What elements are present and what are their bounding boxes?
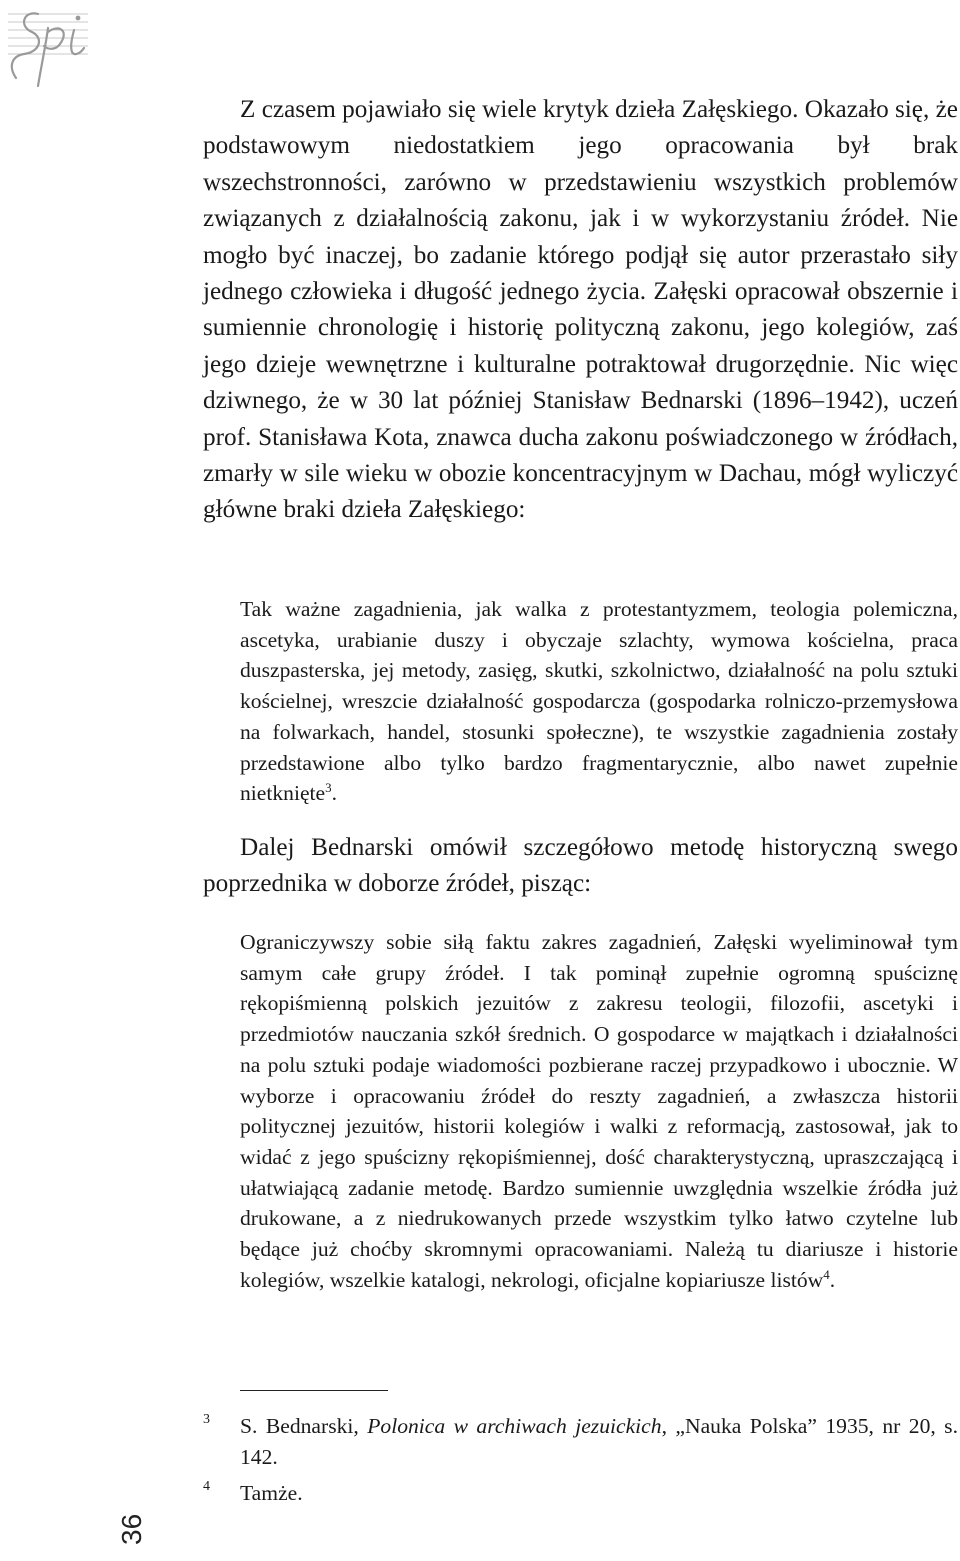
footnote-number: 4 <box>203 1479 210 1494</box>
block-quote-1-text: Tak ważne zagadnienia, jak walka z protestantyzmem, teologia polemiczna, ascetyka, urabianie duszy i obyczaje szlachty, wymowa kościelna, praca duszpasterska, jej metody, zasięg, skutki, szkolnictwo, działalność na polu sztuki kościelnej, wreszcie działalność gospodarcza (gospodarka rolniczo-przemysłowa na folwarkach, handel, stosunki społeczne), te wszystkie zagadnienia zostały przedstawione albo tylko bardzo fragmentarycznie, albo nawet zupełnie nietknięte <box>240 597 958 806</box>
footnote-3 <box>203 1411 958 1472</box>
spi-monogram-icon <box>2 0 94 92</box>
footnote-ref-3[interactable]: 3 <box>325 780 332 796</box>
spi-logo <box>2 0 94 92</box>
footnote-rest: , „Nauka Polska” 1935, nr 20, s. 142. <box>240 1414 958 1469</box>
block-quote-1-end: . <box>331 781 338 806</box>
footnote-author: S. Bednarski, <box>240 1414 368 1438</box>
footnote-divider <box>240 1390 388 1391</box>
block-quote-2 <box>240 927 958 1295</box>
body-paragraph-2: Dalej Bednarski omówił szczegółowo metodę historyczną swego poprzednika w doborze źródeł, pisząc: <box>203 834 958 898</box>
footnote-text <box>240 1411 958 1472</box>
block-quote-2-end: . <box>829 1267 836 1292</box>
footnote-title: Polonica w archiwach jezuickich <box>367 1414 662 1438</box>
block-quote-2-text: Ograniczywszy sobie siłą faktu zakres zagadnień, Załęski wyeliminował tym samym całe grupy źródeł. I tak pominął zupełnie ogromną spuściznę rękopiśmienną polskich jezuitów z zakresu teologii, filozofii, ascetyki i przedmiotów nauczania szkół średnich. O gospodarce w majątkach i działalności na polu sztuki podaje wiadomości pozbierane raczej przypadkowo i ubocznie. W wyborze i opracowaniu źródeł do reszty zagadnień, a zwłaszcza historii politycznej jezuitów, historii kolegiów i walki z reformacją, zastosował, jak to widać z jego spuścizny rękopiśmiennej, dość charakterystyczną, upraszczającą i ułatwiającą zadanie metodę. Bardzo sumiennie uwzględnia wszelkie źródła już drukowane, a z niedrukowanych przede wszystkim tylko łatwo czytelne lub będące już choćby skromnymi opracowaniami. Należą tu diariusze i historie kolegiów, wszelkie katalogi, nekrologi, oficjalne kopiariusze listów <box>240 930 958 1292</box>
block-quote-1 <box>240 594 958 809</box>
page-number: 36 <box>116 1513 147 1545</box>
footnote-4 <box>203 1478 958 1509</box>
footnote-ref-4[interactable]: 4 <box>823 1266 830 1282</box>
footnote-text: Tamże. <box>240 1481 303 1505</box>
body-paragraph-1: Z czasem pojawiało się wiele krytyk dzieła Załęskiego. Okazało się, że podstawowym niedostatkiem jego opracowania był brak wszechstronności, zarówno w przedstawieniu wszystkich problemów związanych z działalnością zakonu, jak i w wykorzystaniu źródeł. Nie mogło być inaczej, bo zadanie którego podjął się autor przerastało siły jednego człowieka i długość jednego życia. Załęski opracował obszernie i sumiennie chronologię i historię polityczną zakonu, jego kolegiów, zaś jego dzieje wewnętrzne i kulturalne potraktował drugorzędnie. Nic więc dziwnego, że w 30 lat później Stanisław Bednarski (1896–1942), uczeń prof. Stanisława Kota, znawca ducha zakonu poświadczonego w źródłach, zmarły w sile wieku w obozie koncentracyjnym w Dachau, mógł wyliczyć główne braki dzieła Załęskiego: <box>203 96 958 524</box>
footnote-number: 3 <box>203 1412 210 1427</box>
